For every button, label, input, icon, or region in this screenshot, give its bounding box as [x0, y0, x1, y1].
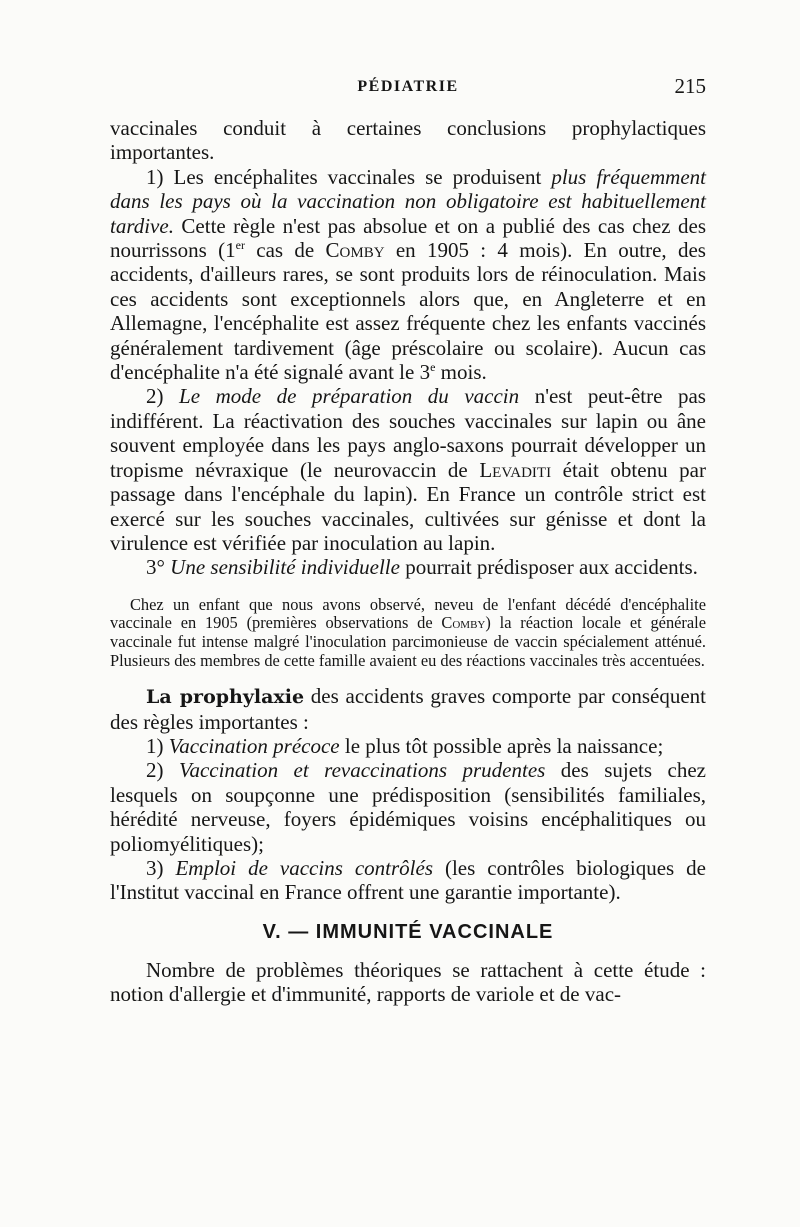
bold-lead: La prophylaxie [146, 686, 305, 709]
running-head-title: PÉDIATRIE [357, 78, 459, 95]
main-text-block [110, 116, 706, 580]
author-name: Comby [441, 613, 486, 633]
section-paragraph: Nombre de problèmes théoriques se rattachent à cette étude : notion d'allergie et d'immunité, rapports de variole et de vac- [110, 957, 706, 1007]
prophylaxis-intro: La prophylaxie des accidents graves comporte par conséquent des règles importantes : [110, 684, 706, 734]
prophylaxis-block [110, 684, 706, 905]
paragraph-point-2: 2) Le mode de préparation du vaccin n'est peut-être pas indifférent. La réactivation des souches vaccinales sur lapin ou âne souvent employée dans les pays anglo-saxons pourrait développer un tropisme névraxique (le neurovaccin de Levaditi était obtenu par passage dans l'encéphale du lapin). En France un contrôle strict est exercé sur les souches vaccinales, cultivées sur génisse et dont la virulence est vérifiée par inoculation au lapin. [110, 384, 706, 555]
author-name: Comby [325, 238, 385, 263]
emphasis: plus fréquemment dans les pays où la vaccination non obligatoire est habituellement tardive. [110, 164, 706, 238]
paragraph-continuation: vaccinales conduit à certaines conclusions prophylactiques importantes. [110, 116, 706, 165]
case-note: Chez un enfant que nous avons observé, neveu de l'enfant décédé d'encéphalite vaccinale en 1905 (premières observations de Comby) la réaction locale et générale vaccinale fut intense malgré l'inoculation parcimonieuse de vaccin spécialement atténué. Plusieurs des membres de cette famille avaient eu des réactions vaccinales très accentuées. [110, 594, 706, 670]
body-text [110, 116, 706, 1007]
rule-2: 2) Vaccination et revaccinations prudentes des sujets chez lesquels on soupçonne une prédisposition (sensibilités familiales, hérédité nerveuse, foyers épidémiques voisins encéphalitiques ou poliomyélitiques); [110, 758, 706, 856]
emphasis: Vaccination précoce [168, 733, 340, 758]
emphasis: Vaccination et revaccinations prudentes [178, 758, 546, 783]
emphasis: Une sensibilité individuelle [170, 555, 400, 580]
section-body [110, 958, 706, 1007]
section-heading: V. — IMMUNITÉ VACCINALE [262, 920, 554, 943]
author-name: Levaditi [479, 457, 552, 482]
rule-3: 3) Emploi de vaccins contrôlés (les contrôles biologiques de l'Institut vaccinal en France offrent une garantie importante). [110, 855, 706, 905]
emphasis: Le mode de préparation du vaccin [179, 384, 520, 409]
page-number: 215 [674, 74, 706, 98]
emphasis: Emploi de vaccins contrôlés [175, 855, 433, 880]
paragraph-point-1: 1) Les encéphalites vaccinales se produisent plus fréquemment dans les pays où la vaccination non obligatoire est habituellement tardive. Cette règle n'est pas absolue et on a publié des cas chez des nourrissons (1er cas de Comby en 1905 : 4 mois). En outre, des accidents, d'ailleurs rares, se sont produits lors de réinoculation. Mais ces accidents sont exceptionnels alors que, en Angleterre et en Allemagne, l'encéphalite est assez fréquente chez les enfants vaccinés généralement tardivement (âge préscolaire ou scolaire). Aucun cas d'encéphalite n'a été signalé avant le 3e mois. [110, 164, 706, 385]
running-head [110, 74, 706, 108]
rule-1: 1) Vaccination précoce le plus tôt possible après la naissance; [146, 733, 664, 758]
paragraph-point-3: 3° Une sensibilité individuelle pourrait prédisposer aux accidents. [146, 555, 698, 580]
